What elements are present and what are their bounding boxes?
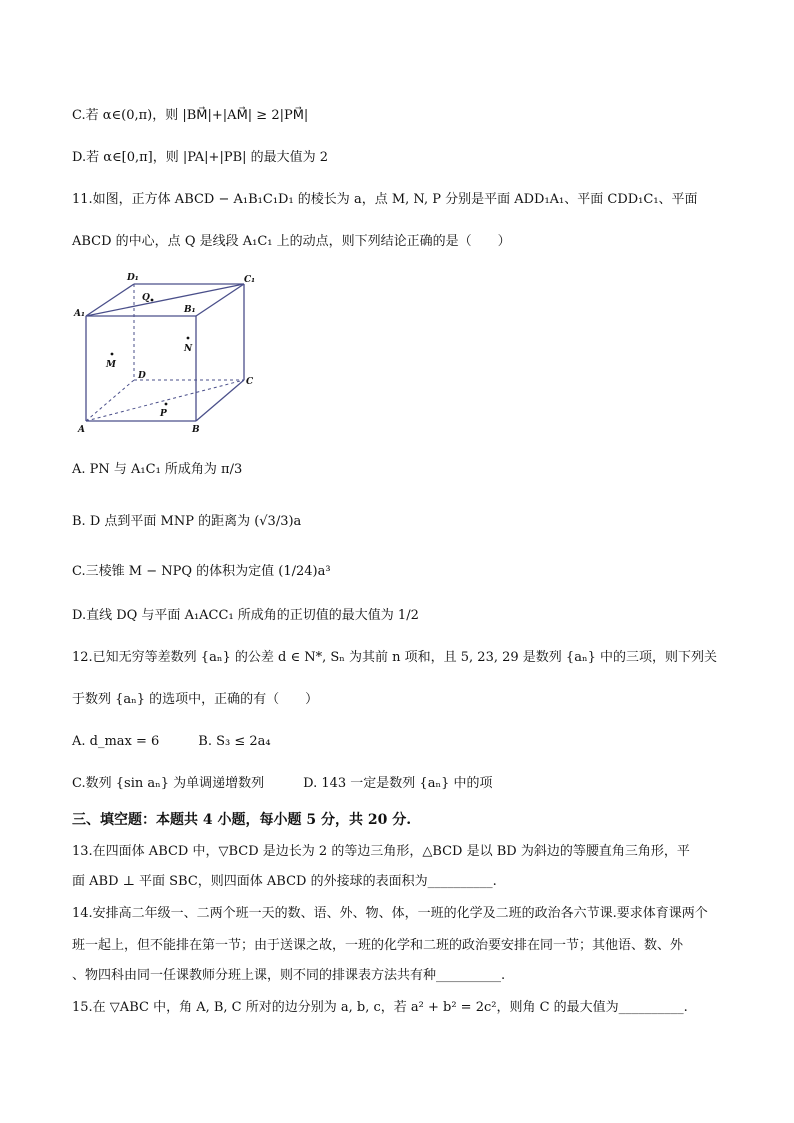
q12-options-cd: C.数列 {sin aₙ} 为单调递增数列 D. 143 一定是数列 {aₙ} 中的项 [72,776,493,791]
q15-line: 15.在 ▽ABC 中，角 A, B, C 所对的边分别为 a, b, c，若 a² + b² = 2c²，则角 C 的最大值为__________. [72,1000,688,1015]
q14-line3: 、物四科由同一任课教师分班上课，则不同的排课表方法共有种__________. [72,968,506,983]
q14-line2: 班一起上，但不能排在第一节；由于送课之故，一班的化学和二班的政治要安排在同一节；其他语、数、外 [72,938,684,953]
label-q: Q [142,293,150,303]
q14-line1: 14.安排高二年级一、二两个班一天的数、语、外、物、体，一班的化学及二班的政治各六节课.要求体育课两个 [72,906,708,921]
label-n: N [184,344,193,354]
q11-option-a: A. PN 与 A₁C₁ 所成角为 π/3 [72,462,243,477]
q10-option-c: C.若 α∈(0,π)，则 |BM⃗|+|AM⃗| ≥ 2|PM⃗| [72,108,309,123]
q13-line2: 面 ABD ⊥ 平面 SBC，则四面体 ABCD 的外接球的表面积为__________. [72,874,497,889]
q11-option-d: D.直线 DQ 与平面 A₁ACC₁ 所成角的正切值的最大值为 1/2 [72,608,419,623]
label-d: D [138,371,146,381]
q11-option-b: B. D 点到平面 MNP 的距离为 (√3/3)a [72,514,302,529]
q13-line1: 13.在四面体 ABCD 中，▽BCD 是边长为 2 的等边三角形，△BCD 是以 BD 为斜边的等腰直角三角形，平 [72,844,690,859]
label-a1: A₁ [74,309,85,319]
q12-stem-line1: 12.已知无穷等差数列 {aₙ} 的公差 d ∈ N*, Sₙ 为其前 n 项和，且 5, 23, 29 是数列 {aₙ} 中的三项，则下列关 [72,650,717,665]
q11-stem-line1: 11.如图，正方体 ABCD − A₁B₁C₁D₁ 的棱长为 a，点 M, N, P 分别是平面 ADD₁A₁、平面 CDD₁C₁、平面 [72,192,698,207]
q12-options-ab: A. d_max = 6 B. S₃ ≤ 2a₄ [72,734,271,749]
cube-figure [72,270,262,440]
label-c1: C₁ [244,275,256,285]
label-b1: B₁ [184,305,196,315]
cube-diagram [72,270,262,440]
label-a: A [78,425,85,435]
q12-stem-line2: 于数列 {aₙ} 的选项中，正确的有（ ） [72,692,319,707]
q11-stem-line2: ABCD 的中心，点 Q 是线段 A₁C₁ 上的动点，则下列结论正确的是（ ） [72,234,511,249]
label-p: P [160,409,167,419]
label-m: M [106,360,116,370]
section-3-heading: 三、填空题：本题共 4 小题，每小题 5 分，共 20 分. [72,812,412,828]
q10-option-d: D.若 α∈[0,π]，则 |PA|+|PB| 的最大值为 2 [72,150,329,165]
label-b: B [192,425,200,435]
label-d1: D₁ [127,273,139,283]
label-c: C [246,377,254,387]
q11-option-c: C.三棱锥 M − NPQ 的体积为定值 (1/24)a³ [72,564,331,579]
